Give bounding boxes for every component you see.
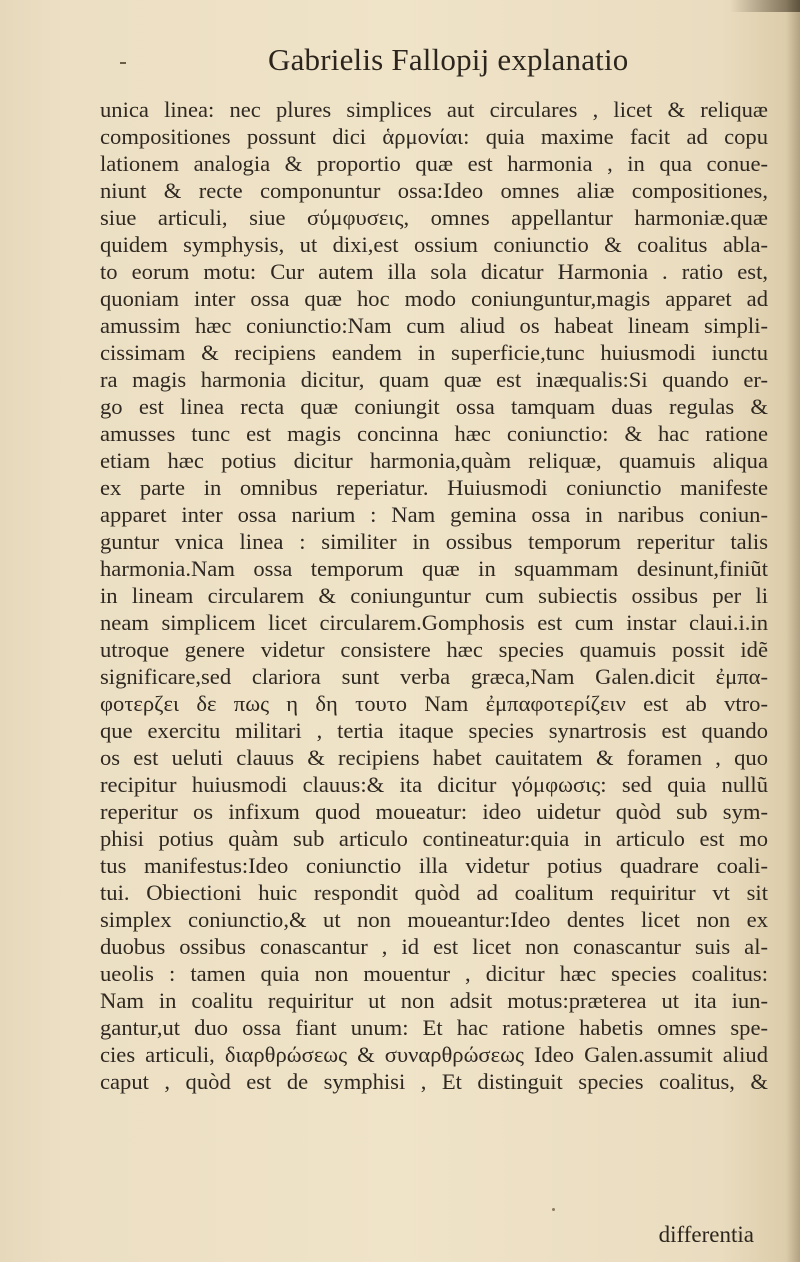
text-line: recipitur huiusmodi clauus:& ita dicitur γόμφωσις: sed quia nullũ <box>100 772 768 797</box>
text-line: cies articuli, διαρθρώσεως & συναρθρώσεως Ideo Galen.assumit aliud <box>100 1042 768 1067</box>
text-line: simplex coniunctio,& ut non moueantur:Ideo dentes licet non ex <box>100 907 768 932</box>
text-line: unica linea: nec plures simplices aut circulares , licet & reliquæ <box>100 97 768 122</box>
text-line: go est linea recta quæ coniungit ossa tamquam duas regulas & <box>100 394 768 419</box>
text-line: caput , quòd est de symphisi , Et distinguit species coalitus, & <box>100 1069 768 1094</box>
text-line: ra magis harmonia dicitur, quam quæ est inæqualis:Si quando er- <box>100 367 768 392</box>
text-line: neam simplicem licet circularem.Gomphosis est cum instar claui.i.in <box>100 610 768 635</box>
text-line: phisi potius quàm sub articulo contineatur:quia in articulo est mo <box>100 826 768 851</box>
text-line: tus manifestus:Ideo coniunctio illa videtur potius quadrare coali- <box>100 853 768 878</box>
text-line: duobus ossibus conascantur , id est licet non conascantur suis al- <box>100 934 768 959</box>
text-line: reperitur os infixum quod moueatur: ideo uidetur quòd sub sym- <box>100 799 768 824</box>
text-line: amusses tunc est magis concinna hæc coniunctio: & hac ratione <box>100 421 768 446</box>
text-line: amussim hæc coniunctio:Nam cum aliud os habeat lineam simpli- <box>100 313 768 338</box>
text-line: φοτερζει δε πως η δη τουτο Nam ἐμπαφοτερίζειν est ab vtro- <box>100 691 768 716</box>
text-line: gantur,ut duo ossa fiant unum: Et hac ratione habetis omnes spe- <box>100 1015 768 1040</box>
text-line: etiam hæc potius dicitur harmonia,quàm reliquæ, quamuis aliqua <box>100 448 768 473</box>
page-corner-shadow <box>730 0 800 12</box>
text-line: que exercitu militari , tertia itaque species synartrosis est quando <box>100 718 768 743</box>
text-line: lationem analogia & proportio quæ est harmonia , in qua conue- <box>100 151 768 176</box>
text-line: in lineam circularem & coniunguntur cum subiectis ossibus per li <box>100 583 768 608</box>
text-line: utroque genere videtur consistere hæc species quamuis possit idẽ <box>100 637 768 662</box>
text-line: niunt & recte componuntur ossa:Ideo omnes aliæ compositiones, <box>100 178 768 203</box>
text-line: cissimam & recipiens eandem in superficie,tunc huiusmodi iunctu <box>100 340 768 365</box>
ink-speck <box>552 1208 555 1211</box>
text-line: compositiones possunt dici ἁρμονίαι: quia maxime facit ad copu <box>100 124 768 149</box>
text-line: quidem symphysis, ut dixi,est ossium coniunctio & coalitus abla- <box>100 232 768 257</box>
margin-mark <box>120 62 126 64</box>
text-line: to eorum motu: Cur autem illa sola dicatur Harmonia . ratio est, <box>100 259 768 284</box>
text-line: tui. Obiectioni huic respondit quòd ad coalitum requiritur vt sit <box>100 880 768 905</box>
text-line: quoniam inter ossa quæ hoc modo coniunguntur,magis apparet ad <box>100 286 768 311</box>
catchword: differentia <box>658 1222 754 1247</box>
text-line: significare,sed clariora sunt verba græca,Nam Galen.dicit ἐμπα- <box>100 664 768 689</box>
text-line: Nam in coalitu requiritur ut non adsit motus:præterea ut ita iun- <box>100 988 768 1013</box>
text-line: ueolis : tamen quia non mouentur , dicitur hæc species coalitus: <box>100 961 768 986</box>
page-edge-shadow <box>786 0 800 1262</box>
text-line: ex parte in omnibus reperiatur. Huiusmodi coniunctio manifeste <box>100 475 768 500</box>
text-line: apparet inter ossa narium : Nam gemina ossa in naribus coniun- <box>100 502 768 527</box>
running-head: Gabrielis Fallopij explanatio <box>268 42 629 77</box>
text-block <box>100 96 768 1095</box>
text-line: siue articuli, siue σύμφυσεις, omnes appellantur harmoniæ.quæ <box>100 205 768 230</box>
text-line: guntur vnica linea : similiter in ossibus temporum reperitur talis <box>100 529 768 554</box>
text-line: harmonia.Nam ossa temporum quæ in squammam desinunt,finiũt <box>100 556 768 581</box>
text-line: os est ueluti clauus & recipiens habet cauitatem & foramen , quo <box>100 745 768 770</box>
